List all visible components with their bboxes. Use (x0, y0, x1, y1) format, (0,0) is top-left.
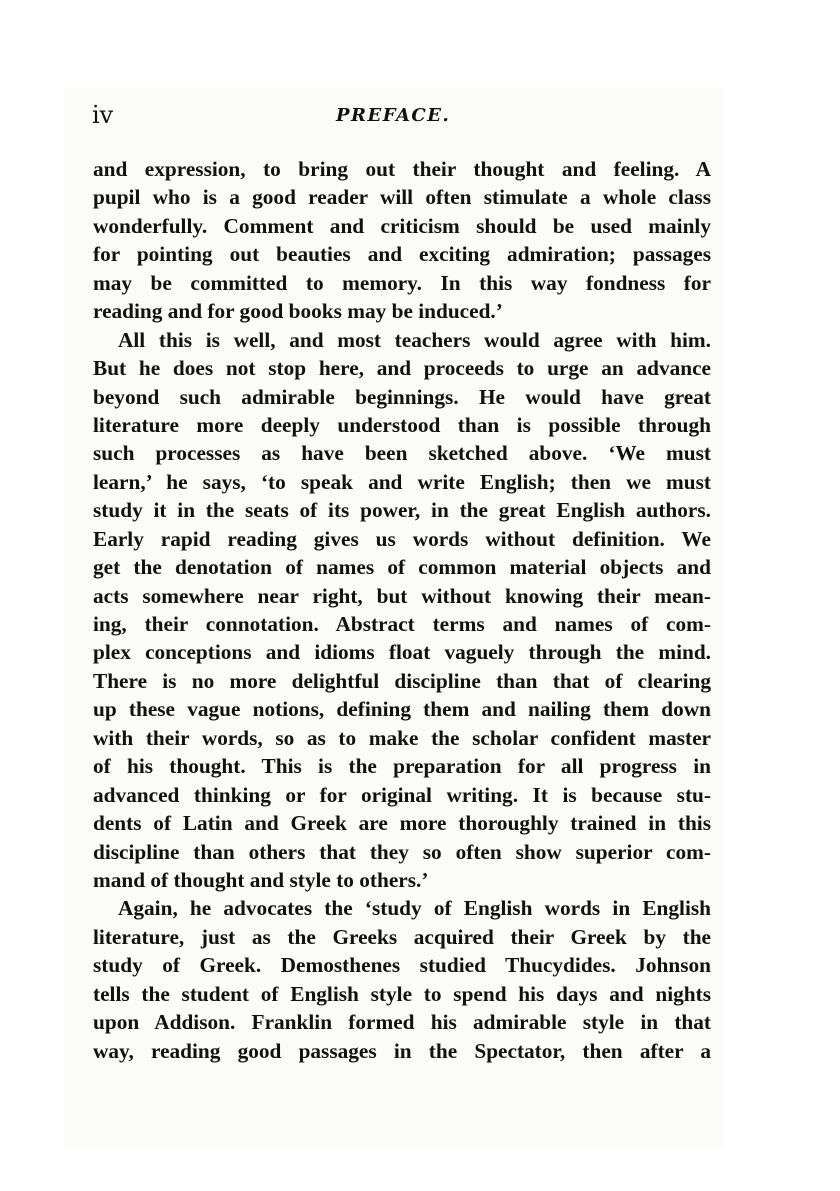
text-line: tells the student of English style to spend his days and nights (93, 981, 711, 1006)
text-line: learn,’ he says, ‘to speak and write English; then we must (93, 469, 711, 494)
text-line: reading and for good books may be induced.’ (93, 299, 503, 324)
text-line: plex conceptions and idioms float vaguely through the mind. (93, 640, 711, 665)
page-header (92, 100, 712, 134)
text-line: may be committed to memory. In this way fondness for (93, 270, 711, 295)
page-number: iv (92, 101, 114, 129)
text-line: literature more deeply understood than is possible through (93, 412, 711, 437)
text-line: with their words, so as to make the scholar confident master (93, 725, 711, 750)
body-text (93, 155, 711, 1065)
text-line: of his thought. This is the preparation for all progress in (93, 754, 711, 779)
running-head: PREFACE. (336, 105, 451, 126)
text-line: pupil who is a good reader will often stimulate a whole class (93, 185, 711, 210)
text-line: way, reading good passages in the Spectator, then after a (93, 1038, 711, 1063)
text-line: such processes as have been sketched above. ‘We must (93, 441, 711, 466)
text-line: literature, just as the Greeks acquired their Greek by the (93, 924, 711, 949)
text-line: beyond such admirable beginnings. He would have great (93, 384, 711, 409)
text-line: All this is well, and most teachers would agree with him. (118, 327, 711, 352)
text-line: There is no more delightful discipline than that of clearing (93, 668, 711, 693)
text-line: upon Addison. Franklin formed his admirable style in that (93, 1010, 711, 1035)
text-line: discipline than others that they so often show superior com- (93, 839, 711, 864)
text-line: Early rapid reading gives us words without definition. We (93, 526, 711, 551)
text-line: get the denotation of names of common material objects and (93, 555, 711, 580)
text-line: study of Greek. Demosthenes studied Thucydides. Johnson (93, 953, 711, 978)
text-line: ing, their connotation. Abstract terms and names of com- (93, 612, 711, 636)
text-line: acts somewhere near right, but without knowing their mean- (93, 583, 711, 608)
text-line: advanced thinking or for original writing. It is because stu- (93, 782, 711, 807)
text-line: for pointing out beauties and exciting admiration; passages (93, 242, 711, 267)
text-line: But he does not stop here, and proceeds to urge an advance (93, 356, 711, 381)
text-line: wonderfully. Comment and criticism should be used mainly (93, 213, 711, 238)
text-line: mand of thought and style to others.’ (93, 867, 429, 892)
text-line: dents of Latin and Greek are more thoroughly trained in this (93, 811, 711, 836)
text-line: Again, he advocates the ‘study of English words in English (118, 896, 711, 921)
text-line: study it in the seats of its power, in the great English authors. (93, 498, 711, 523)
text-line: up these vague notions, defining them and nailing them down (93, 697, 711, 722)
text-line: and expression, to bring out their thought and feeling. A (93, 157, 711, 181)
